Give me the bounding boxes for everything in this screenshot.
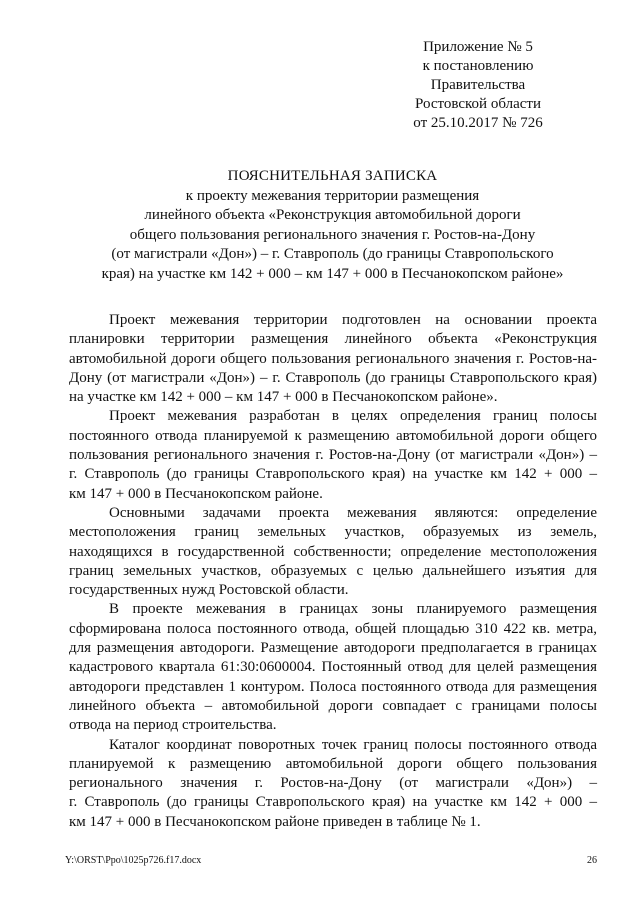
- paragraph: [69, 600, 597, 735]
- text-line: линейного объекта – автомобильной дороги совпадает с границами полосы: [69, 697, 597, 714]
- title-line: к проекту межевания территории размещения: [185, 187, 480, 204]
- title-line: общего пользования регионального значения г. Ростов-на-Дону: [129, 226, 536, 243]
- text-line: В проекте межевания в границах зоны планируемого размещения: [109, 601, 597, 618]
- text-line: находящихся в государственной собственности; определение местоположения: [69, 543, 597, 560]
- text-line: Каталог координат поворотных точек границ полосы постоянного отвода: [109, 736, 597, 753]
- text-line: автомобильной дороги общего пользования регионального значения г. Ростов-на-: [69, 350, 597, 367]
- appendix-line: Ростовской области: [415, 96, 541, 112]
- document-body: [69, 311, 597, 832]
- text-line: государственных нужд Ростовской области.: [69, 582, 349, 599]
- title-line: (от магистрали «Дон») – г. Ставрополь (до границы Ставропольского: [111, 246, 554, 262]
- appendix-line: от 25.10.2017 № 726: [413, 115, 543, 131]
- text-line: Дону (от магистрали «Дон») – г. Ставрополь (до границы Ставропольского края): [69, 369, 597, 386]
- text-line: Основными задачами проекта межевания являются: определение: [109, 504, 597, 521]
- paragraph: [69, 407, 597, 503]
- appendix-block: [388, 38, 568, 133]
- text-line: км 147 + 000 в Песчанокопском районе приведен в таблице № 1.: [69, 813, 481, 830]
- appendix-line: к постановлению: [422, 58, 534, 74]
- footer-file-path: Y:\ORST\Ppo\1025p726.f17.docx: [65, 855, 202, 866]
- document-heading: ПОЯСНИТЕЛЬНАЯ ЗАПИСКА: [227, 168, 438, 184]
- text-line: планируемой к размещению автомобильной дороги общего пользования: [69, 755, 597, 772]
- text-line: местоположения границ земельных участков, образуемых из земель,: [69, 524, 597, 541]
- text-line: отвода на период строительства.: [69, 717, 277, 734]
- text-line: км 147 + 000 в Песчанокопском районе.: [69, 485, 323, 502]
- text-line: границ земельных участков, образуемых с целью дальнейшего изъятия для: [69, 562, 597, 579]
- title-line: края) на участке км 142 + 000 – км 147 + 000 в Песчанокопском районе»: [101, 265, 564, 282]
- text-line: кадастрового квартала 61:30:0600004. Постоянный отвод для целей размещения: [69, 659, 597, 676]
- text-line: сформирована полоса постоянного отвода, общей площадью 310 422 кв. метра,: [69, 620, 597, 637]
- text-line: планировки территории размещения линейного объекта «Реконструкция: [69, 331, 597, 348]
- text-line: автодороги представлен 1 контуром. Полоса постоянного отвода для размещения: [69, 678, 597, 695]
- text-line: Проект межевания территории подготовлен на основании проекта: [109, 312, 597, 328]
- text-line: г. Ставрополь (до границы Ставропольского края) на участке км 142 + 000 –: [69, 466, 597, 483]
- document-title-block: [80, 167, 585, 284]
- paragraph: [69, 736, 597, 832]
- text-line: регионального значения г. Ростов-на-Дону (от магистрали «Дон») –: [69, 775, 597, 792]
- page-number: 26: [587, 855, 597, 866]
- paragraph: [69, 311, 597, 407]
- text-line: Проект межевания разработан в целях определения границ полосы: [109, 408, 597, 425]
- appendix-line: Правительства: [430, 77, 526, 93]
- text-line: для размещения автодороги. Размещение автодороги предполагается в границах: [69, 640, 597, 657]
- text-line: на участке км 142 + 000 – км 147 + 000 в Песчанокопском районе».: [69, 389, 498, 406]
- text-line: пользования регионального значения г. Ростов-на-Дону (от магистрали «Дон») –: [69, 447, 597, 464]
- text-line: г. Ставрополь (до границы Ставропольского края) на участке км 142 + 000 –: [69, 794, 597, 811]
- title-line: линейного объекта «Реконструкция автомобильной дороги: [144, 207, 521, 223]
- appendix-line: Приложение № 5: [423, 39, 533, 55]
- text-line: постоянного отвода планируемой к размещению автомобильной дороги общего: [69, 427, 597, 444]
- paragraph: [69, 504, 597, 600]
